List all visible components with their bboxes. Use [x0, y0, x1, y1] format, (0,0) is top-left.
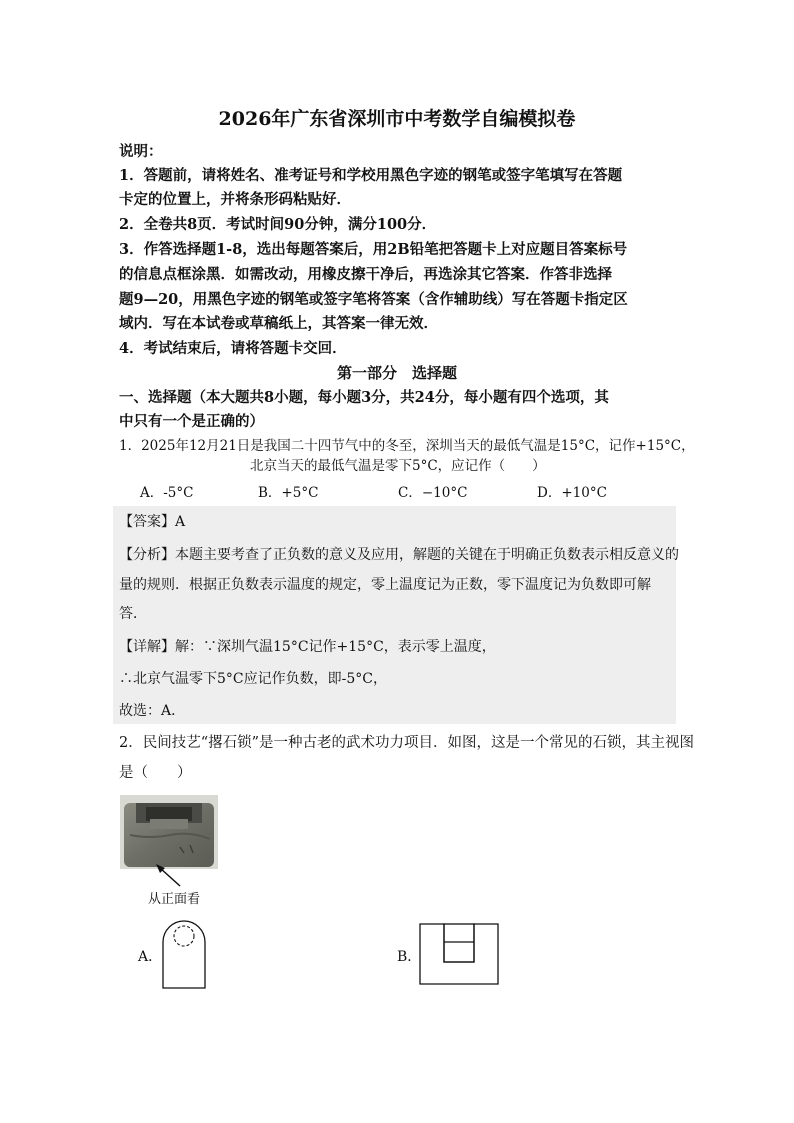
instruction-line: 2．全卷共8页．考试时间90分钟，满分100分． [119, 216, 437, 233]
question-2-text: 2．民间技艺“撂石锁”是一种古老的武术功力项目．如图，这是一个常见的石锁，其主视图 [119, 735, 695, 751]
question-1-text: 1．2025年12月21日是我国二十四节气中的冬至，深圳当天的最低气温是15°C，记作+15°C， [119, 438, 695, 454]
detail-text: ∴北京气温零下5°C应记作负数，即-5°C， [119, 671, 387, 687]
option-d: D．+10°C [537, 485, 607, 501]
part-heading: 第一部分 选择题 [336, 364, 457, 382]
instruction-line: 的信息点框涂黑．如需改动，用橡皮擦干净后，再选涂其它答案．作答非选择 [119, 266, 612, 283]
detail-text: 【详解】解：∵深圳气温15°C记作+15°C，表示零上温度， [119, 639, 496, 655]
section-heading: 一、选择题（本大题共8小题，每小题3分，共24分，每小题有四个选项，其 [119, 389, 609, 406]
instructions-heading: 说明： [119, 143, 163, 160]
analysis-text: 【分析】本题主要考查了正负数的意义及应用，解题的关键在于明确正负数表示相反意义的 [119, 547, 679, 563]
option-c: C．−10°C [398, 485, 468, 501]
option-a: A．-5°C [140, 485, 194, 501]
instruction-line: 域内．写在本试卷或草稿纸上，其答案一律无效． [119, 315, 438, 332]
section-heading-cont: 中只有一个是正确的） [119, 413, 264, 430]
option-a-figure [160, 918, 208, 990]
analysis-text: 量的规则．根据正负数表示温度的规定，零上温度记为正数，零下温度记为负数即可解 [119, 577, 651, 593]
stone-lock-photo [120, 795, 218, 869]
arrow-icon [150, 862, 190, 890]
option-b-figure [418, 922, 502, 986]
instruction-line: 卡定的位置上，并将条形码粘贴好． [119, 191, 351, 208]
solution-box [113, 506, 676, 724]
q2-option-a-label: A． [138, 949, 163, 965]
instruction-line: 4．考试结束后，请将答题卡交回． [119, 340, 347, 357]
option-b: B．+5°C [258, 485, 319, 501]
page-title: 2026年广东省深圳市中考数学自编模拟卷 [218, 108, 576, 130]
q2-option-b-label: B． [397, 949, 422, 965]
photo-caption: 从正面看 [148, 892, 201, 907]
analysis-text: 答． [119, 606, 147, 622]
question-2-text-cont: 是（ ） [119, 765, 192, 781]
instruction-line: 题9—20，用黑色字迹的钢笔或签字笔将答案（含作辅助线）写在答题卡指定区 [119, 291, 628, 308]
instruction-line: 1．答题前，请将姓名、准考证号和学校用黑色字迹的钢笔或签字笔填写在答题 [119, 167, 623, 184]
conclusion-text: 故选：A． [119, 703, 186, 719]
question-1-text-cont: 北京当天的最低气温是零下5°C，应记作（ ） [250, 458, 546, 474]
answer-text: 【答案】A [119, 514, 186, 530]
instruction-line: 3．作答选择题1-8，选出每题答案后，用2B铅笔把答题卡上对应题目答案标号 [119, 241, 628, 258]
